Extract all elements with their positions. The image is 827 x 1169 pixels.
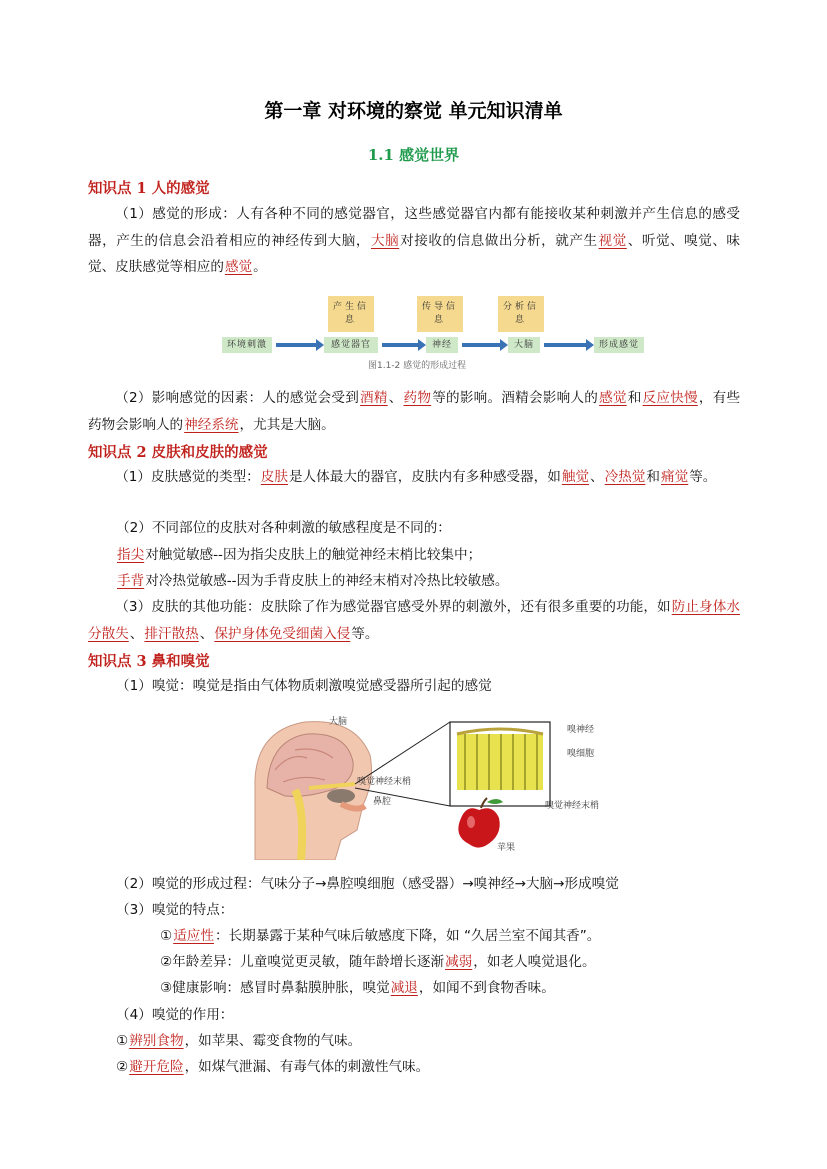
label-apple: 苹果 [497, 843, 516, 853]
kp2-fingertip-line: 指尖对触觉敏感--因为指尖皮肤上的触觉神经末梢比较集中； [117, 547, 482, 563]
sensation-flow-figure [222, 296, 642, 374]
answer: 反应快慢 [642, 390, 698, 406]
label-olfactory-cell: 嗅细胞 [567, 749, 595, 759]
figure-caption: 图1.1-2 感觉的形成过程 [368, 361, 467, 371]
top-box: 传导信息 [417, 296, 463, 332]
flow-box: 神经 [426, 337, 458, 353]
kp3-paragraph-4: （4）嗅觉的作用： [116, 1007, 234, 1023]
flow-box: 形成感觉 [594, 337, 644, 353]
kp3-paragraph-1: （1）嗅觉：嗅觉是指由气体物质刺激嗅觉感受器所引起的感觉 [116, 678, 492, 694]
label-nasal-cavity: 鼻腔 [373, 797, 392, 807]
olfaction-figure [245, 710, 625, 860]
answer: 排汗散热 [144, 625, 199, 642]
kp3-heading: 知识点 3 鼻和嗅觉 [88, 653, 210, 670]
flow-arrow [462, 343, 502, 347]
answer: 减弱 [445, 954, 473, 970]
answer: 感觉 [599, 390, 627, 406]
kp3-use-2: ②避开危险，如煤气泄漏、有毒气体的刺激性气味。 [116, 1059, 430, 1075]
kp2-heading: 知识点 2 皮肤和皮肤的感觉 [88, 444, 268, 461]
kp3-feature-3: ③健康影响：感冒时鼻黏膜肿胀，嗅觉减退，如闻不到食物香味。 [160, 980, 555, 996]
label-olfactory-nerve: 嗅神经 [567, 725, 595, 735]
answer: 视觉 [598, 232, 627, 249]
answer: 神经系统 [184, 416, 239, 433]
kp2-handback-line: 手背对冷热觉敏感--因为手背皮肤上的神经末梢对冷热比较敏感。 [117, 573, 509, 589]
flow-arrow [276, 343, 318, 347]
kp3-paragraph-3: （3）嗅觉的特点： [116, 902, 234, 918]
answer: 手背 [117, 573, 145, 589]
label-olfactory-nerve-ending: 嗅觉神经末梢 [357, 777, 412, 787]
flow-arrow [544, 343, 588, 347]
answer: 酒精 [360, 390, 388, 406]
label-brain: 大脑 [329, 717, 348, 727]
flow-box: 环境刺激 [222, 337, 272, 353]
kp1-heading: 知识点 1 人的感觉 [88, 180, 210, 197]
top-box: 分析信息 [498, 296, 544, 332]
kp1-paragraph-1: （1）感觉的形成：人有各种不同的感觉器官，这些感觉器官内都有能接收某种刺激并产生信息的感受器，产生的信息会沿着相应的神经传到大脑，大脑对接收的信息做出分析，就产生视觉、听觉、嗅觉、味觉、皮肤感觉等相应的感觉。 [88, 206, 741, 275]
answer: 辨别食物 [129, 1033, 184, 1049]
kp3-paragraph-2: （2）嗅觉的形成过程：气味分子→鼻腔嗅细胞（感受器）→嗅神经→大脑→形成嗅觉 [116, 876, 619, 892]
answer: 适应性 [173, 928, 214, 944]
answer: 大脑 [370, 232, 400, 249]
answer: 避开危险 [129, 1059, 184, 1075]
answer: 感觉 [224, 259, 253, 275]
section-title: 1.1 感觉世界 [367, 146, 460, 164]
answer: 保护身体免受细菌入侵 [214, 625, 351, 642]
kp2-paragraph-1: （1）皮肤感觉的类型：皮肤是人体最大的器官，皮肤内有多种感受器，如触觉、冷热觉和痛觉等。 [115, 469, 717, 485]
answer: 触觉 [561, 469, 590, 485]
kp2-paragraph-3: （3）皮肤的其他功能：皮肤除了作为感觉器官感受外界的刺激外，还有很多重要的功能，如防止身体水分散失、排汗散热、保护身体免受细菌入侵等。 [88, 599, 740, 642]
answer: 皮肤 [260, 469, 288, 485]
answer: 冷热觉 [604, 469, 646, 485]
answer: 痛觉 [661, 469, 689, 485]
answer: 指尖 [117, 547, 145, 563]
label-olfactory-nerve-ending-2: 嗅觉神经末梢 [545, 801, 600, 811]
page-title: 第一章 对环境的察觉 单元知识清单 [264, 100, 563, 122]
flow-arrow [382, 343, 420, 347]
kp3-feature-1: ①适应性：长期暴露于某种气味后敏感度下降，如 “久居兰室不闻其香”。 [160, 928, 601, 944]
answer: 药物 [403, 390, 432, 406]
flow-box: 感觉器官 [324, 337, 378, 353]
kp2-paragraph-2: （2）不同部位的皮肤对各种刺激的敏感程度是不同的： [116, 520, 451, 536]
flow-box: 大脑 [508, 337, 540, 353]
answer: 减退 [390, 980, 418, 996]
kp3-feature-2: ②年龄差异：儿童嗅觉更灵敏，随年龄增长逐渐减弱，如老人嗅觉退化。 [160, 954, 596, 970]
answer: 防止身体水分散失 [88, 599, 740, 642]
kp3-use-1: ①辨别食物，如苹果、霉变食物的气味。 [116, 1033, 362, 1049]
top-box: 产生信息 [328, 296, 374, 332]
kp1-paragraph-2: （2）影响感觉的因素：人的感觉会受到酒精、药物等的影响。酒精会影响人的感觉和反应快慢，有些药物会影响人的神经系统，尤其是大脑。 [88, 390, 741, 433]
